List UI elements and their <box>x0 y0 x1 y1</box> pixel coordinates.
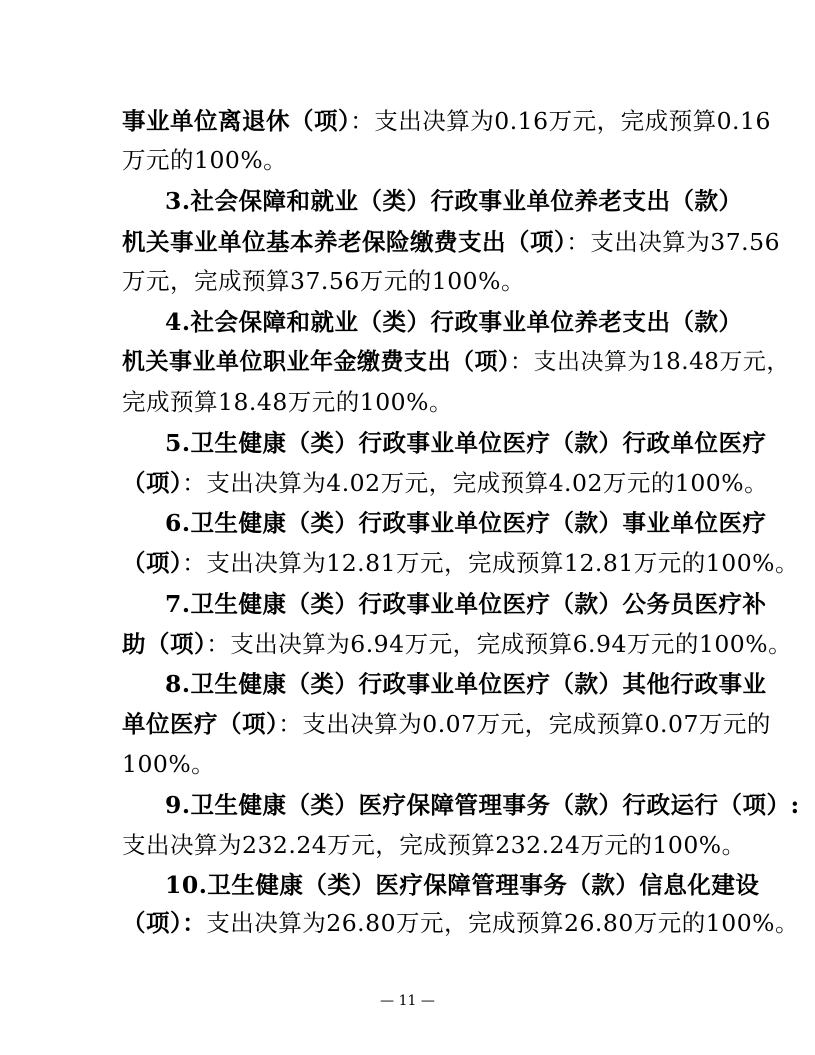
body-text: ：支出决算为37.56 <box>566 228 781 256</box>
bold-heading-text: 单位医疗（项） <box>122 710 279 738</box>
body-text: ：支出决算为0.16万元，完成预算0.16 <box>350 107 771 135</box>
paragraph-line <box>122 264 525 298</box>
body-text: ：支出决算为6.94万元，完成预算6.94万元的100%。 <box>206 630 793 658</box>
bold-heading-text: （项） <box>122 549 183 577</box>
body-text: 支出决算为26.80万元，完成预算26.80万元的100%。 <box>206 909 799 937</box>
bold-heading-text: （项） <box>122 469 183 497</box>
bold-heading-text: 5.卫生健康（类）行政事业单位医疗（款）行政单位医疗 <box>165 429 767 457</box>
paragraph-line <box>165 587 767 621</box>
bold-heading-text: 3.社会保障和就业（类）行政事业单位养老支出（款） <box>165 187 743 215</box>
body-text: ：支出决算为4.02万元，完成预算4.02万元的100%。 <box>182 469 769 497</box>
body-text: 完成预算18.48万元的100%。 <box>122 388 453 416</box>
paragraph-line <box>122 225 780 259</box>
bold-heading-text: 9.卫生健康（类）医疗保障管理事务（款）行政运行（项）: <box>165 791 800 819</box>
bold-heading-text: 7.卫生健康（类）行政事业单位医疗（款）公务员医疗补 <box>165 590 767 618</box>
paragraph-line <box>122 466 768 500</box>
bold-heading-text: 6.卫生健康（类）行政事业单位医疗（款）事业单位医疗 <box>165 509 767 537</box>
bold-heading-text: 10.卫生健康（类）医疗保障管理事务（款）信息化建设 <box>165 871 760 899</box>
paragraph-line <box>165 788 800 822</box>
bold-heading-text: 机关事业单位职业年金缴费支出（项） <box>122 348 510 375</box>
paragraph-line <box>122 345 790 379</box>
paragraph-line <box>122 104 771 138</box>
paragraph-line <box>165 426 767 460</box>
paragraph-line <box>165 184 743 218</box>
paragraph-line <box>122 707 771 741</box>
body-text: 万元，完成预算37.56万元的100%。 <box>122 267 525 295</box>
paragraph-line <box>122 385 453 419</box>
paragraph-line <box>122 546 799 580</box>
body-text: ：支出决算为12.81万元，完成预算12.81万元的100%。 <box>182 549 799 577</box>
bold-heading-text: 8.卫生健康（类）行政事业单位医疗（款）其他行政事业 <box>165 670 767 698</box>
bold-heading-text: 助（项） <box>122 630 207 658</box>
paragraph-line <box>165 506 767 540</box>
body-text: 万元的100%。 <box>122 146 288 174</box>
paragraph-line <box>122 747 215 781</box>
bold-heading-text: 机关事业单位基本养老保险缴费支出（项） <box>122 228 567 256</box>
paragraph-line <box>165 868 759 902</box>
paragraph-line <box>165 305 743 339</box>
bold-heading-text: 4.社会保障和就业（类）行政事业单位养老支出（款） <box>165 308 743 336</box>
body-text: ：支出决算为18.48万元， <box>510 349 790 375</box>
paragraph-line <box>165 667 767 701</box>
paragraph-line <box>122 143 287 177</box>
paragraph-line <box>122 828 746 862</box>
body-text: 支出决算为232.24万元，完成预算232.24万元的100%。 <box>122 831 746 859</box>
body-text: ：支出决算为0.07万元，完成预算0.07万元的 <box>278 710 771 738</box>
body-text: 100%。 <box>122 750 216 778</box>
paragraph-line <box>122 627 792 661</box>
paragraph-line <box>122 906 799 940</box>
bold-heading-text: 事业单位离退休（项） <box>122 107 351 135</box>
bold-heading-text: （项）： <box>122 909 207 937</box>
page-number: — 11 — <box>380 993 435 1009</box>
